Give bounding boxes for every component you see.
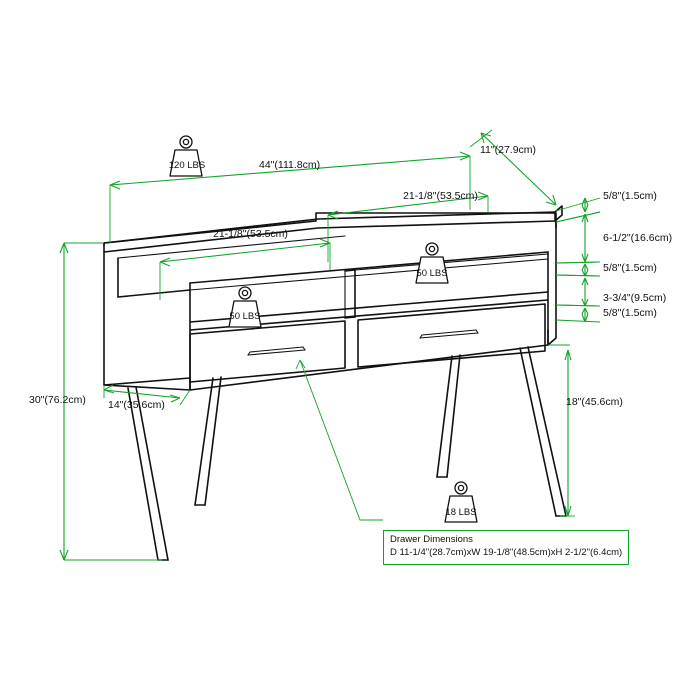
dim-bottom-thickness-label: 5/8"(1.5cm) (603, 307, 657, 319)
dim-overall-height-label: 30"(76.2cm) (29, 394, 86, 406)
dim-leg-height-label: 18"(45.6cm) (566, 396, 623, 408)
dim-mid-panel-thickness-label: 5/8"(1.5cm) (603, 262, 657, 274)
drawer-note-line2: D 11-1/4"(28.7cm)xW 19-1/8"(48.5cm)xH 2-1/2"(6.4cm) (390, 546, 623, 558)
dim-top-depth-label: 11"(27.9cm) (480, 144, 537, 156)
weight-label-drawer: 18 LBS (445, 507, 477, 518)
dim-open-shelf-height-label: 6-1/2"(16.6cm) (603, 232, 673, 244)
dim-overall-width-label: 44"(111.8cm) (259, 159, 321, 171)
dim-shelf-right-width-label: 21-1/8"(53.5cm) (403, 190, 478, 202)
console-table-illustration (104, 206, 566, 560)
drawer-dimensions-note (383, 530, 629, 565)
dim-shelf-left-width-label: 21-1/8"(53.5cm) (213, 228, 288, 240)
dimension-lines (60, 130, 600, 560)
dim-drawer-face-height-label: 3-3/4"(9.5cm) (603, 292, 667, 304)
drawer-note-line1: Drawer Dimensions (390, 534, 473, 545)
weight-label-top: 120 LBS (168, 160, 206, 171)
dim-top-thickness-label: 5/8"(1.5cm) (603, 190, 657, 202)
dim-overall-depth-label: 14"(35.6cm) (108, 399, 165, 411)
weight-label-shelf-left: 50 LBS (229, 311, 261, 322)
weight-label-shelf-right: 50 LBS (416, 268, 448, 279)
